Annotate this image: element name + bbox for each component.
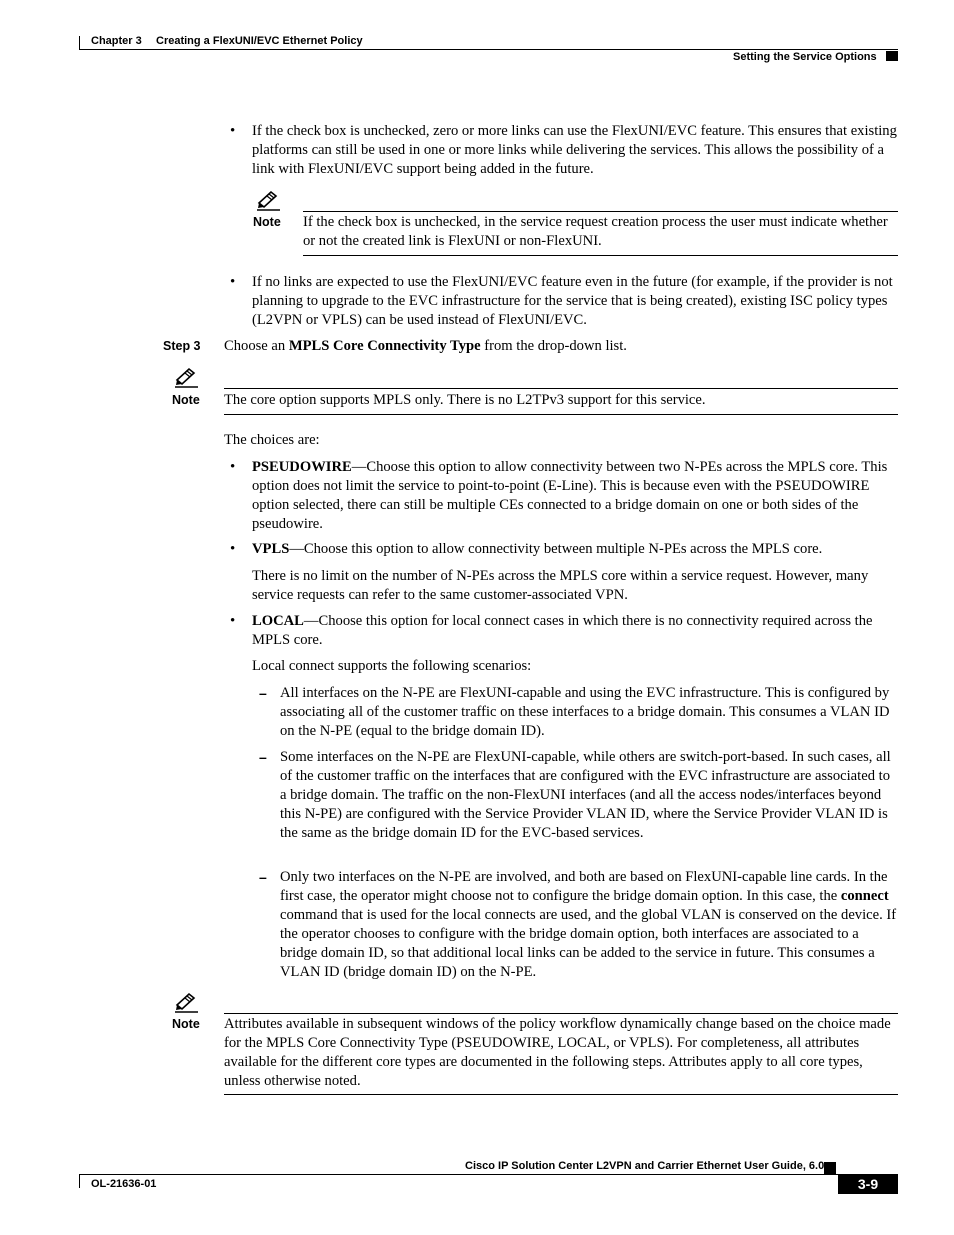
pencil-note-icon (256, 189, 282, 211)
local-scenario-2: Some interfaces on the N-PE are FlexUNI-capable, while others are switch-port-based. In such cases, all of the customer traffic on the interfaces that are configured with the EVC infrastructure are associated to a bridge domain. The traffic on the non-FlexUNI interfaces (and all the access nodes/interfaces beyond this N-PE) are configured with the Service Provider VLAN ID, where the Service Provider VLAN ID is the same as the bridge domain ID for the EVC-based services. (280, 749, 891, 841)
page-number: 3-9 (857, 1176, 879, 1192)
pencil-note-icon (174, 991, 200, 1013)
note1-label: Note (253, 215, 281, 229)
local-scenario-3 (280, 868, 898, 982)
note2-label: Note (172, 393, 200, 407)
pseudowire-item (252, 458, 898, 534)
pseudowire-desc: —Choose this option to allow connectivity between two N-PEs across the MPLS core. This option does not limit the service to point-to-point (E-Line). This is because even with the PSEUDOWIRE option selected, there can still be multiple CEs connected to a bridge domain on one or both sides of the pseudowire. (252, 459, 888, 532)
chapter-title: Creating a FlexUNI/EVC Ethernet Policy (156, 35, 363, 47)
vpls-paragraph: There is no limit on the number of N-PEs across the MPLS core within a service request. However, many service requests can refer to the same customer-associated VPN. (252, 568, 869, 603)
choices-intro: The choices are: (224, 432, 320, 448)
note2-text: The core option supports MPLS only. There is no L2TPv3 support for this service. (224, 392, 706, 408)
note1-text: If the check box is unchecked, in the service request creation process the user must indicate whether or not the created link is FlexUNI or non-FlexUNI. (303, 214, 888, 249)
chapter-number: Chapter 3 (91, 35, 142, 47)
step3-post: from the drop-down list. (480, 338, 627, 354)
pencil-note-icon (174, 366, 200, 388)
local-desc: —Choose this option for local connect cases in which there is no connectivity required across the MPLS core. (252, 613, 873, 648)
local-term: LOCAL (252, 613, 304, 629)
dash-icon: – (259, 749, 267, 765)
note3-bottom-rule (224, 1094, 898, 1095)
local-item (252, 612, 898, 650)
step3-text (224, 337, 898, 356)
note2-bottom-rule (224, 414, 898, 415)
bullet-icon: • (230, 274, 236, 290)
note3-text: Attributes available in subsequent windows of the policy workflow dynamically change based on the choice made for the MPLS Core Connectivity Type (PSEUDOWIRE, LOCAL, or VPLS). For completeness, all attributes available for the different core types are documented in the following steps. Attributes apply to all core types, unless otherwise noted. (224, 1016, 891, 1089)
bullet-icon: • (230, 459, 236, 475)
footer-doc-number: OL-21636-01 (91, 1178, 157, 1190)
scenario3-pre: Only two interfaces on the N-PE are involved, and both are based on FlexUNI-capable line cards. In the first case, the operator might choose not to configure the bridge domain option. In this case, the (280, 869, 888, 904)
section-title: Setting the Service Options (733, 51, 877, 63)
footer-rule (79, 1174, 898, 1175)
vpls-term: VPLS (252, 541, 290, 557)
step3-pre: Choose an (224, 338, 289, 354)
footer-guide-title: Cisco IP Solution Center L2VPN and Carrier Ethernet User Guide, 6.0 (465, 1160, 825, 1172)
bullet-icon: • (230, 123, 236, 139)
bullet-unchecked-text: If the check box is unchecked, zero or more links can use the FlexUNI/EVC feature. This ensures that existing platforms can still be used in one or more links while delivering the services. This allows the possibility of a link with FlexUNI/EVC support being added in the future. (252, 123, 897, 177)
bullet-icon: • (230, 541, 236, 557)
vpls-item (252, 540, 898, 559)
note3-label: Note (172, 1017, 200, 1031)
bullet-no-links-text: If no links are expected to use the FlexUNI/EVC feature even in the future (for example, if the provider is not planning to upgrade to the EVC infrastructure for the service that is being created), existing ISC policy types (L2VPN or VPLS) can be used instead of FlexUNI/EVC. (252, 274, 893, 328)
step3-bold-term: MPLS Core Connectivity Type (288, 338, 481, 354)
vpls-desc: —Choose this option to allow connectivity between multiple N-PEs across the MPLS core. (289, 541, 823, 557)
dash-icon: – (259, 869, 267, 885)
footer-left-rule (79, 1174, 80, 1188)
connect-command: connect (840, 888, 889, 904)
local-paragraph: Local connect supports the following scenarios: (252, 658, 532, 674)
header-black-box (886, 51, 898, 61)
header-left-rule (79, 36, 80, 50)
note2-top-rule (224, 388, 898, 389)
scenario3-post: command that is used for the local connects are used, and the global VLAN is conserved on the device. If the operator chooses to configure with the bridge domain option, both interfaces are associated to a bridge domain ID, so that additional local links can be added to the service in future. This consumes a VLAN ID (bridge domain ID) on the N-PE. (280, 907, 897, 980)
step3-label: Step 3 (163, 339, 201, 353)
footer-black-box (824, 1162, 836, 1174)
pseudowire-term: PSEUDOWIRE (252, 459, 352, 475)
note1-top-rule (303, 211, 898, 212)
dash-icon: – (259, 685, 267, 701)
local-scenario-1: All interfaces on the N-PE are FlexUNI-capable and using the EVC infrastructure. This is configured by associating all of the customer traffic on these interfaces to a bridge domain. This consumes a VLAN ID on the N-PE (equal to the bridge domain ID). (280, 685, 890, 739)
note1-bottom-rule (303, 255, 898, 256)
bullet-icon: • (230, 613, 236, 629)
note3-top-rule (224, 1013, 898, 1014)
